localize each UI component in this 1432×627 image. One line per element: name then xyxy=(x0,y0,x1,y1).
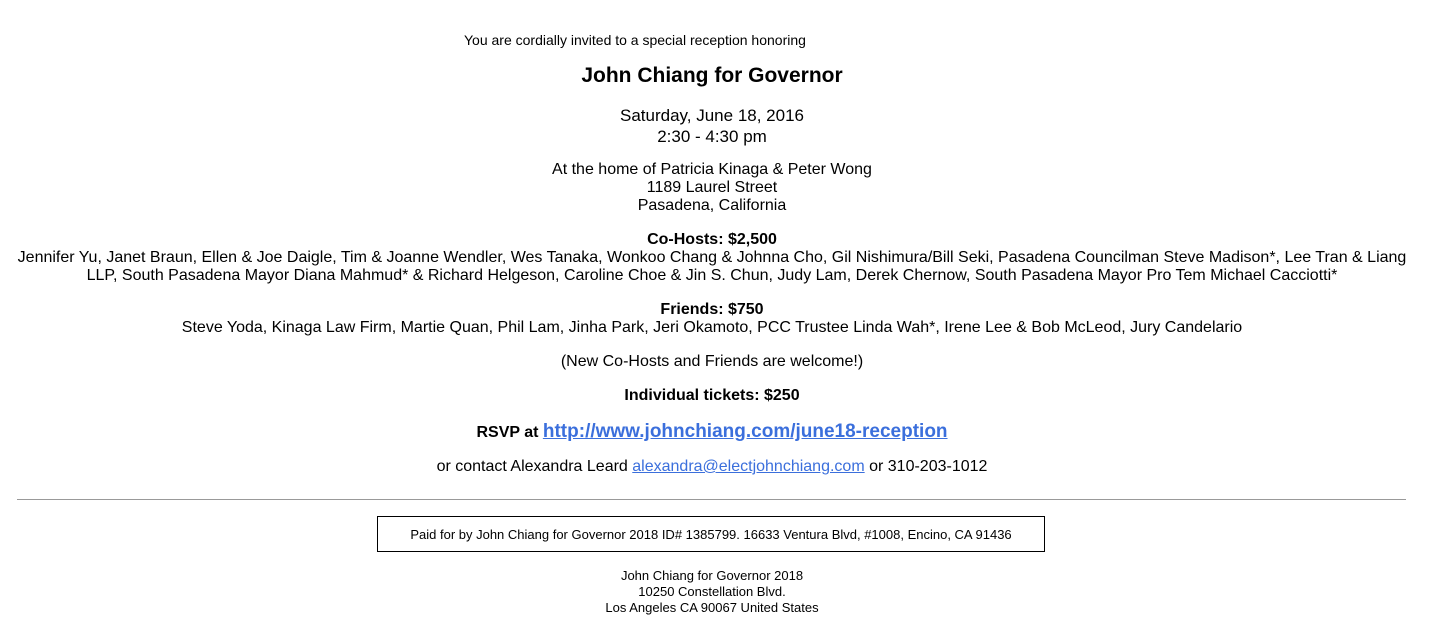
footer-city: Los Angeles CA 90067 United States xyxy=(605,600,819,615)
contact-email-link[interactable]: alexandra@electjohnchiang.com xyxy=(632,458,865,475)
footer-address xyxy=(10,568,1414,616)
cohosts-list: Jennifer Yu, Janet Braun, Ellen & Joe Daigle, Tim & Joanne Wendler, Wes Tanaka, Wonkoo Chang & Johnna Cho, Gil Nishimura/Bill Seki, Pasadena Councilman Steve Madison*, Lee Tran & Liang LLP, South Pasadena Mayor Diana Mahmud* & Richard Helgeson, Caroline Choe & Jin S. Chun, Judy Lam, Derek Chernow, South Pasadena Mayor Pro Tem Michael Cacciotti* xyxy=(17,249,1407,284)
divider xyxy=(17,499,1406,500)
friends-list: Steve Yoda, Kinaga Law Firm, Martie Quan, Phil Lam, Jinha Park, Jeri Okamoto, PCC Trustee Linda Wah*, Irene Lee & Bob McLeod, Jury Candelario xyxy=(181,319,1243,336)
contact-suffix: or 310-203-1012 xyxy=(869,458,988,475)
event-datetime xyxy=(10,105,1414,147)
friends-heading: Friends: $750 xyxy=(660,301,764,318)
location-street: 1189 Laurel Street xyxy=(646,179,778,196)
rsvp-line xyxy=(10,420,1414,445)
event-date: Saturday, June 18, 2016 xyxy=(620,106,804,125)
paid-for-disclaimer: Paid for by John Chiang for Governor 2018 ID# 1385799. 16633 Ventura Blvd, #1008, Encino, CA 91436 xyxy=(377,516,1045,552)
footer-org: John Chiang for Governor 2018 xyxy=(620,568,804,583)
rsvp-link[interactable]: http://www.johnchiang.com/june18-reception xyxy=(542,421,948,442)
ticket-price: Individual tickets: $250 xyxy=(624,387,800,404)
welcome-note: (New Co-Hosts and Friends are welcome!) xyxy=(560,353,864,370)
rsvp-label: RSVP at xyxy=(476,424,539,441)
contact-line xyxy=(10,458,1414,476)
contact-prefix: or contact Alexandra Leard xyxy=(436,458,628,475)
event-title: John Chiang for Governor xyxy=(581,64,843,87)
footer-street: 10250 Constellation Blvd. xyxy=(638,584,786,599)
location-city: Pasadena, California xyxy=(637,197,787,214)
event-time: 2:30 - 4:30 pm xyxy=(657,127,767,146)
event-location xyxy=(10,161,1414,215)
location-host-line: At the home of Patricia Kinaga & Peter Wong xyxy=(552,161,872,178)
cohosts-heading: Co-Hosts: $2,500 xyxy=(647,231,777,248)
invitation-intro: You are cordially invited to a special reception honoring xyxy=(464,32,806,48)
